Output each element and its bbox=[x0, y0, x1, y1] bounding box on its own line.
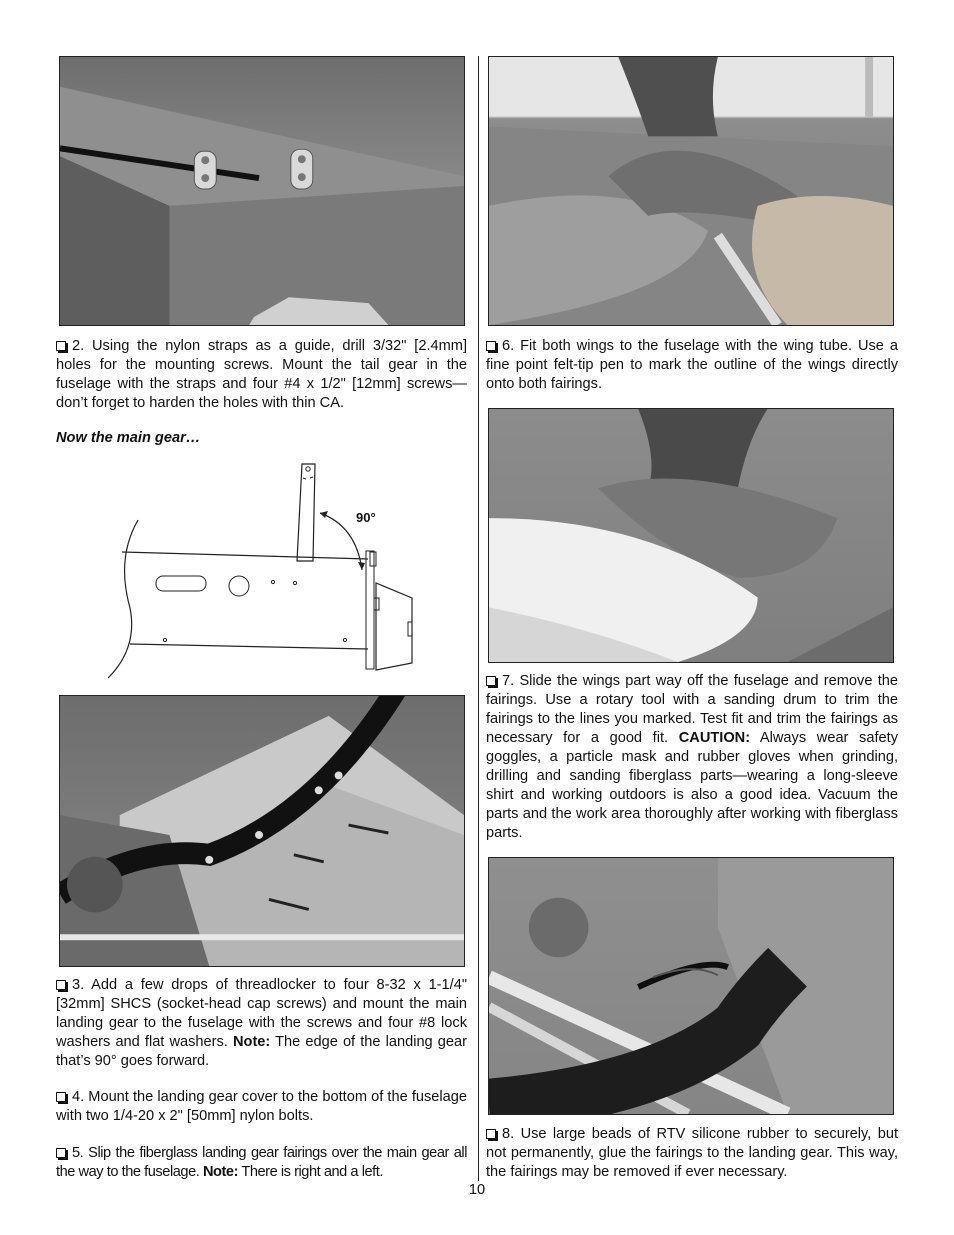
step-4 bbox=[56, 1088, 467, 1126]
step-5-note: There is right and a left. bbox=[241, 1164, 383, 1180]
step-2-number: 2. bbox=[72, 338, 85, 354]
step-7-number: 7. bbox=[502, 673, 515, 689]
column-divider bbox=[478, 56, 479, 1181]
angle-label: 90° bbox=[356, 510, 376, 525]
photo-main-gear-mounted bbox=[59, 695, 465, 967]
step-7 bbox=[486, 672, 898, 843]
note-label: Note: bbox=[232, 1034, 271, 1050]
step-3-number: 3. bbox=[72, 977, 85, 993]
checkbox-icon[interactable] bbox=[56, 980, 66, 990]
caution-label: CAUTION: bbox=[678, 730, 751, 746]
note-label: Note: bbox=[202, 1164, 239, 1180]
step-3-note: The edge of the landing gear that’s 90° goes forward. bbox=[56, 1034, 467, 1069]
photo-mark-wing-outline bbox=[488, 56, 894, 326]
main-gear-diagram bbox=[108, 458, 428, 680]
checkbox-icon[interactable] bbox=[56, 341, 66, 351]
subheading-main-gear: Now the main gear… bbox=[56, 430, 201, 446]
step-5 bbox=[56, 1144, 467, 1182]
step-3-text: Add a few drops of threadlocker to four 8-32 x 1-1/4" [32mm] SHCS (socket-head cap screws) and mount the main landing gear to the fuselage with the screws and four #8 lock washers and flat washers. bbox=[56, 977, 468, 1050]
step-4-number: 4. bbox=[72, 1089, 85, 1105]
step-6 bbox=[486, 337, 898, 394]
step-6-number: 6. bbox=[502, 338, 515, 354]
step-5-number: 5. bbox=[72, 1145, 84, 1161]
photo-fairing-fit bbox=[488, 408, 894, 663]
checkbox-icon[interactable] bbox=[56, 1148, 66, 1158]
step-2-text: Using the nylon straps as a guide, drill 3/32" [2.4mm] holes for the mounting screws. Mount the tail gear in the fuselage with the straps and four #4 x 1/2" [12mm] screws—don’t forget to harden the holes with thin CA. bbox=[56, 338, 467, 411]
step-3 bbox=[56, 976, 467, 1071]
checkbox-icon[interactable] bbox=[56, 1092, 66, 1102]
step-6-text: Fit both wings to the fuselage with the wing tube. Use a fine point felt-tip pen to mark the outline of the wings directly onto both fairings. bbox=[486, 338, 898, 392]
step-7-caution: Always wear safety goggles, a particle mask and rubber gloves when grinding, drilling and sanding fiberglass parts—wearing a long-sleeve shirt and working outdoors is also a good idea. Vacuum the parts and the work area thoroughly after working with fiberglass parts. bbox=[486, 730, 898, 841]
step-8-text: Use large beads of RTV silicone rubber to securely, but not permanently, glue the fairings to the landing gear. This way, the fairings may be removed if ever necessary. bbox=[486, 1126, 898, 1180]
checkbox-icon[interactable] bbox=[486, 341, 496, 351]
step-5-text: Slip the fiberglass landing gear fairings over the main gear all the way to the fuselage. bbox=[56, 1145, 468, 1180]
step-8 bbox=[486, 1125, 898, 1182]
checkbox-icon[interactable] bbox=[486, 1129, 496, 1139]
checkbox-icon[interactable] bbox=[486, 676, 496, 686]
step-8-number: 8. bbox=[502, 1126, 515, 1142]
step-4-text: Mount the landing gear cover to the bottom of the fuselage with two 1/4-20 x 2" [50mm] nylon bolts. bbox=[56, 1089, 467, 1124]
photo-fairing-rtv bbox=[488, 857, 894, 1115]
step-7-text: Slide the wings part way off the fuselage and remove the fairings. Use a rotary tool with a sanding drum to trim the fairings to the lines you marked. Test fit and trim the fairings as necessary for a good fit. bbox=[486, 673, 899, 746]
photo-tail-gear-straps bbox=[59, 56, 465, 326]
page-number: 10 bbox=[468, 1182, 486, 1198]
step-2 bbox=[56, 337, 467, 413]
